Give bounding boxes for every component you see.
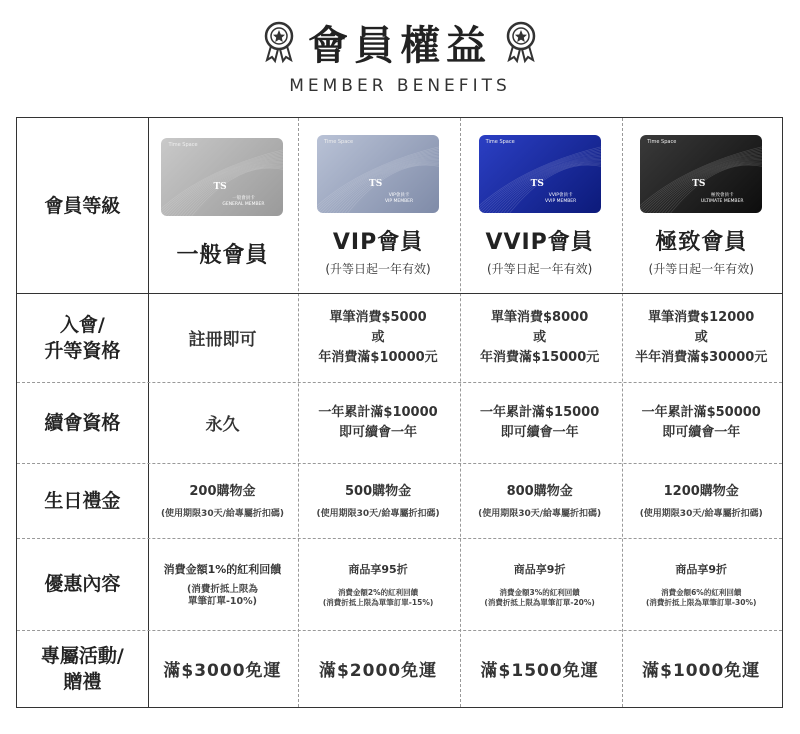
join-cell	[148, 293, 298, 382]
level-label: 會員等級	[44, 194, 121, 217]
birthday-note: (使用期限30天/給專屬折扣碼)	[478, 508, 602, 519]
level-cell-vip	[297, 118, 459, 293]
level-cell-ultimate	[620, 118, 782, 293]
birthday-note: (使用期限30天/給專屬折扣碼)	[639, 508, 763, 519]
discount-cell	[620, 538, 782, 630]
birthday-amount: 200購物金	[189, 483, 256, 499]
card-name-en: VIP MEMBER	[384, 198, 414, 204]
events-cell	[459, 630, 621, 707]
events-cell	[620, 630, 782, 707]
renew-value: 一年累計滿$15000	[479, 404, 600, 420]
events-label: 專屬活動/	[40, 644, 124, 667]
birthday-amount: 500購物金	[344, 483, 412, 499]
level-note: (升等日起一年有效)	[648, 261, 754, 276]
medal-icon	[260, 20, 298, 64]
join-value: 或	[533, 329, 547, 345]
join-value: 註冊即可	[188, 330, 257, 350]
card-name-en: VVIP MEMBER	[544, 198, 577, 204]
card-name	[369, 193, 429, 205]
join-value: 或	[371, 329, 385, 345]
events-label: 贈禮	[63, 670, 102, 693]
page-title: 會員權益	[308, 21, 492, 69]
level-name: VVIP會員	[485, 229, 594, 255]
row-label	[17, 630, 148, 707]
renew-cell	[620, 382, 782, 463]
renew-cell	[459, 382, 621, 463]
birthday-cell	[297, 463, 459, 538]
level-cell-general	[148, 118, 298, 293]
card-logo: TS	[530, 178, 544, 189]
birthday-note: (使用期限30天/給專屬折扣碼)	[316, 508, 440, 519]
title-row	[0, 14, 800, 70]
discount-value: 消費金額1%的紅利回饋	[163, 563, 282, 576]
level-note: (升等日起一年有效)	[325, 261, 431, 276]
member-card-vvip	[479, 135, 601, 213]
level-cell-vvip	[459, 118, 621, 293]
discount-value: (消費折抵上限為單筆訂單-30%)	[646, 598, 757, 607]
events-value: 滿$1000免運	[642, 661, 761, 681]
discount-value: 消費金額3%的紅利回饋	[499, 588, 580, 597]
member-card-vip	[317, 135, 439, 213]
level-name: VIP會員	[332, 229, 424, 255]
renew-value: 即可續會一年	[662, 424, 741, 440]
level-name: 一般會員	[176, 243, 269, 268]
events-row	[17, 630, 782, 707]
join-value: 或	[694, 329, 708, 345]
join-row	[17, 293, 782, 382]
card-brand: Time Space	[485, 138, 515, 145]
events-value: 滿$2000免運	[318, 661, 438, 681]
renew-value: 一年累計滿$10000	[318, 404, 438, 420]
card-name-en: ULTIMATE MEMBER	[700, 198, 744, 204]
member-card-general	[161, 138, 283, 216]
discount-row	[17, 538, 782, 630]
medal-icon	[502, 20, 540, 64]
join-cell	[297, 293, 459, 382]
events-value: 滿$3000免運	[163, 661, 282, 681]
discount-value: 消費金額6%的紅利回饋	[661, 588, 742, 597]
birthday-amount: 1200購物金	[663, 483, 739, 499]
join-value: 半年消費滿$30000元	[635, 349, 768, 365]
discount-value: 單筆訂單-10%)	[187, 596, 257, 607]
card-name-zh: VVIP會員卡	[548, 192, 573, 198]
level-row	[17, 118, 782, 293]
renew-label: 續會資格	[44, 411, 121, 434]
discount-value: (消費折抵上限為	[187, 584, 258, 595]
join-value: 單筆消費$5000	[329, 309, 427, 325]
discount-head: 商品享9折	[513, 563, 566, 576]
card-name-zh: 極致會員卡	[710, 192, 734, 198]
birthday-cell	[620, 463, 782, 538]
row-label	[17, 538, 148, 630]
page-subtitle: MEMBER BENEFITS	[289, 76, 511, 96]
discount-head: 商品享9折	[675, 563, 728, 576]
member-card-ultimate	[640, 135, 762, 213]
discount-cell	[148, 538, 298, 630]
join-cell	[620, 293, 782, 382]
discount-cell	[459, 538, 621, 630]
birthday-label: 生日禮金	[44, 489, 121, 512]
join-value: 年消費滿$15000元	[479, 349, 600, 365]
discount-head: 商品享95折	[348, 563, 408, 576]
birthday-row	[17, 463, 782, 538]
events-cell	[297, 630, 459, 707]
row-label	[17, 463, 148, 538]
discount-value: 消費金額2%的紅利回饋	[337, 588, 419, 597]
join-label: 升等資格	[44, 339, 121, 362]
card-name	[692, 193, 752, 205]
discount-cell	[297, 538, 459, 630]
renew-value: 永久	[205, 415, 240, 435]
join-cell	[459, 293, 621, 382]
card-logo: TS	[692, 178, 706, 189]
card-name-zh: VIP會員卡	[388, 192, 410, 198]
card-logo: TS	[213, 182, 227, 192]
events-cell	[148, 630, 298, 707]
birthday-cell	[148, 463, 298, 538]
level-name: 極致會員	[655, 229, 748, 255]
card-name-zh: 一般會員卡	[232, 196, 255, 201]
renew-cell	[148, 382, 298, 463]
card-logo: TS	[369, 178, 383, 189]
page-header	[0, 14, 800, 96]
events-value: 滿$1500免運	[480, 661, 599, 681]
birthday-note: (使用期限30天/給專屬折扣碼)	[160, 508, 284, 519]
card-name-en: GENERAL MEMBER	[222, 202, 265, 207]
renew-row	[17, 382, 782, 463]
card-brand: Time Space	[168, 142, 198, 148]
birthday-amount: 800購物金	[506, 483, 573, 499]
card-brand: Time Space	[324, 138, 354, 145]
discount-value: (消費折抵上限為單筆訂單-15%)	[322, 598, 434, 607]
birthday-cell	[459, 463, 621, 538]
card-brand: Time Space	[647, 138, 677, 145]
join-value: 單筆消費$12000	[648, 309, 755, 325]
level-note: (升等日起一年有效)	[486, 261, 593, 276]
join-value: 單筆消費$8000	[491, 309, 589, 325]
renew-value: 即可續會一年	[339, 424, 418, 440]
row-label	[17, 118, 148, 293]
renew-value: 一年累計滿$50000	[641, 404, 761, 420]
join-label: 入會/	[59, 313, 105, 336]
row-label	[17, 382, 148, 463]
discount-label: 優惠內容	[44, 573, 121, 595]
benefits-table	[16, 117, 783, 708]
card-name	[213, 196, 273, 208]
renew-cell	[297, 382, 459, 463]
discount-value: (消費折抵上限為單筆訂單-20%)	[484, 598, 595, 607]
row-label	[17, 293, 148, 382]
renew-value: 即可續會一年	[500, 424, 579, 440]
card-name	[531, 193, 591, 205]
join-value: 年消費滿$10000元	[318, 349, 438, 365]
